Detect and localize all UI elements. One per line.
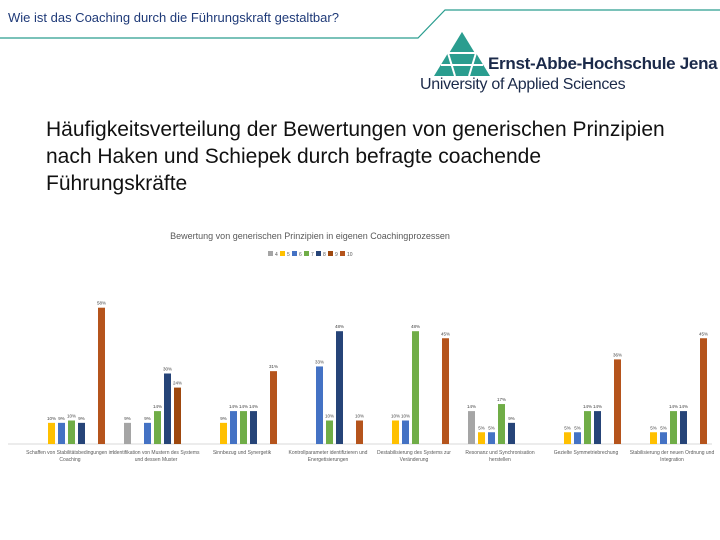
legend-swatch-4: [268, 251, 273, 256]
data-label-1-7: 14%: [152, 404, 163, 410]
bar-6-7: [584, 411, 591, 444]
bar-2-7: [240, 411, 247, 444]
category-label-3-1: Energetisierungen: [307, 457, 349, 463]
bar-5-7: [498, 404, 505, 444]
legend-label-9: 9: [335, 252, 338, 258]
data-label-5-6: 5%: [488, 425, 495, 431]
legend-label-5: 5: [287, 252, 290, 258]
bar-0-8: [78, 423, 85, 444]
bar-2-5: [220, 423, 227, 444]
legend-swatch-7: [304, 251, 309, 256]
bar-chart: [0, 222, 720, 472]
data-label-2-10: 31%: [268, 364, 279, 370]
category-label-6-0: Gezielte Symmetriebrechung: [553, 450, 619, 456]
category-label-4-0: Destabilisierung des Systems zur: [377, 450, 451, 456]
bar-2-10: [270, 371, 277, 444]
bar-1-8: [164, 374, 171, 445]
bar-7-8: [680, 411, 687, 444]
bar-5-4: [468, 411, 475, 444]
data-label-6-7: 14%: [582, 404, 593, 410]
chart-legend: [268, 251, 353, 258]
data-label-2-6: 14%: [228, 404, 239, 410]
category-label-7-1: Integration: [660, 457, 684, 463]
category-label-1-1: und dessen Muster: [134, 457, 178, 463]
bar-1-4: [124, 423, 131, 444]
data-label-2-5: 9%: [220, 415, 227, 421]
logo-subtitle: University of Applied Sciences: [420, 76, 626, 93]
bar-2-6: [230, 411, 237, 444]
bar-0-5: [48, 423, 55, 444]
category-label-5-1: herstellen: [489, 457, 511, 463]
bar-6-8: [594, 411, 601, 444]
legend-swatch-9: [328, 251, 333, 256]
legend-swatch-10: [340, 251, 345, 256]
bar-0-10: [98, 308, 105, 444]
legend-swatch-6: [292, 251, 297, 256]
legend-swatch-8: [316, 251, 321, 256]
legend-label-6: 6: [299, 252, 302, 258]
bar-4-10: [442, 338, 449, 444]
data-label-0-10: 58%: [96, 300, 107, 306]
data-label-1-4: 9%: [124, 415, 131, 421]
slide-title: Häufigkeitsverteilung der Bewertungen von generischen Prinzipien nach Haken und Schiepek durch befragte coachende Führungskräfte: [46, 118, 665, 195]
data-label-4-10: 45%: [440, 331, 451, 337]
logo-name: Ernst-Abbe-Hochschule Jena: [488, 54, 718, 73]
legend-label-7: 7: [311, 252, 314, 258]
university-logo: [418, 28, 718, 98]
legend-label-4: 4: [275, 252, 278, 258]
bar-3-10: [356, 421, 363, 445]
bar-3-8: [336, 331, 343, 444]
data-label-3-7: 10%: [324, 413, 335, 419]
bar-0-6: [58, 423, 65, 444]
category-label-0-1: Coaching: [59, 457, 81, 463]
bar-3-7: [326, 421, 333, 445]
bar-1-7: [154, 411, 161, 444]
data-label-0-7: 10%: [66, 413, 77, 419]
bar-4-7: [412, 331, 419, 444]
data-label-2-8: 14%: [248, 404, 259, 410]
data-label-7-10: 45%: [698, 331, 709, 337]
category-label-2-0: Sinnbezug und Synergetik: [212, 450, 272, 456]
data-label-0-6: 9%: [58, 415, 65, 421]
data-label-1-8: 30%: [162, 366, 173, 372]
category-label-7-0: Stabilisierung der neuen Ordnung und: [629, 450, 715, 456]
data-label-4-5: 10%: [390, 413, 401, 419]
data-label-5-5: 5%: [478, 425, 485, 431]
bar-5-5: [478, 432, 485, 444]
data-label-5-4: 14%: [466, 404, 477, 410]
bar-6-5: [564, 432, 571, 444]
bar-7-6: [660, 432, 667, 444]
category-label-4-1: Veränderung: [399, 457, 429, 463]
bar-2-8: [250, 411, 257, 444]
data-label-0-5: 10%: [46, 415, 57, 421]
triangle-logo-icon: [428, 28, 496, 78]
bar-6-10: [614, 359, 621, 444]
bar-5-6: [488, 432, 495, 444]
bar-7-7: [670, 411, 677, 444]
data-label-2-7: 14%: [238, 404, 249, 410]
data-label-7-8: 14%: [678, 404, 689, 410]
legend-label-8: 8: [323, 252, 326, 258]
data-label-5-8: 9%: [508, 415, 515, 421]
bar-7-5: [650, 432, 657, 444]
chart-title: Bewertung von generischen Prinzipien in eigenen Coachingprozessen: [170, 231, 450, 241]
legend-swatch-5: [280, 251, 285, 256]
data-label-4-7: 48%: [410, 324, 421, 330]
data-label-3-8: 48%: [334, 324, 345, 330]
data-label-6-6: 5%: [574, 425, 581, 431]
bar-0-7: [68, 421, 75, 445]
bar-1-6: [144, 423, 151, 444]
data-label-7-5: 5%: [650, 425, 657, 431]
bar-7-10: [700, 338, 707, 444]
data-label-0-8: 9%: [78, 415, 85, 421]
data-label-7-7: 14%: [668, 404, 679, 410]
data-label-1-9: 24%: [172, 380, 183, 386]
data-label-1-6: 9%: [144, 415, 151, 421]
bar-6-6: [574, 432, 581, 444]
category-label-3-0: Kontrollparameter identifizieren und: [288, 450, 368, 456]
category-label-0-0: Schaffen von Stabilitätsbedingungen im: [26, 450, 114, 456]
data-label-6-10: 36%: [612, 352, 623, 358]
data-label-4-6: 10%: [400, 413, 411, 419]
bar-3-6: [316, 366, 323, 444]
bar-1-9: [174, 388, 181, 444]
category-label-5-0: Resonanz und Synchronisation: [465, 450, 535, 456]
category-label-1-0: Identifikation von Mustern des Systems: [112, 450, 200, 456]
bar-4-6: [402, 421, 409, 445]
data-label-6-8: 14%: [592, 404, 603, 410]
data-label-5-7: 17%: [496, 397, 507, 403]
data-label-7-6: 5%: [660, 425, 667, 431]
data-label-3-6: 33%: [314, 359, 325, 365]
data-label-3-10: 10%: [354, 413, 365, 419]
legend-label-10: 10: [347, 252, 353, 258]
data-label-6-5: 5%: [564, 425, 571, 431]
bar-4-5: [392, 421, 399, 445]
bar-5-8: [508, 423, 515, 444]
header-title: Wie ist das Coaching durch die Führungskraft gestaltbar?: [8, 10, 339, 25]
